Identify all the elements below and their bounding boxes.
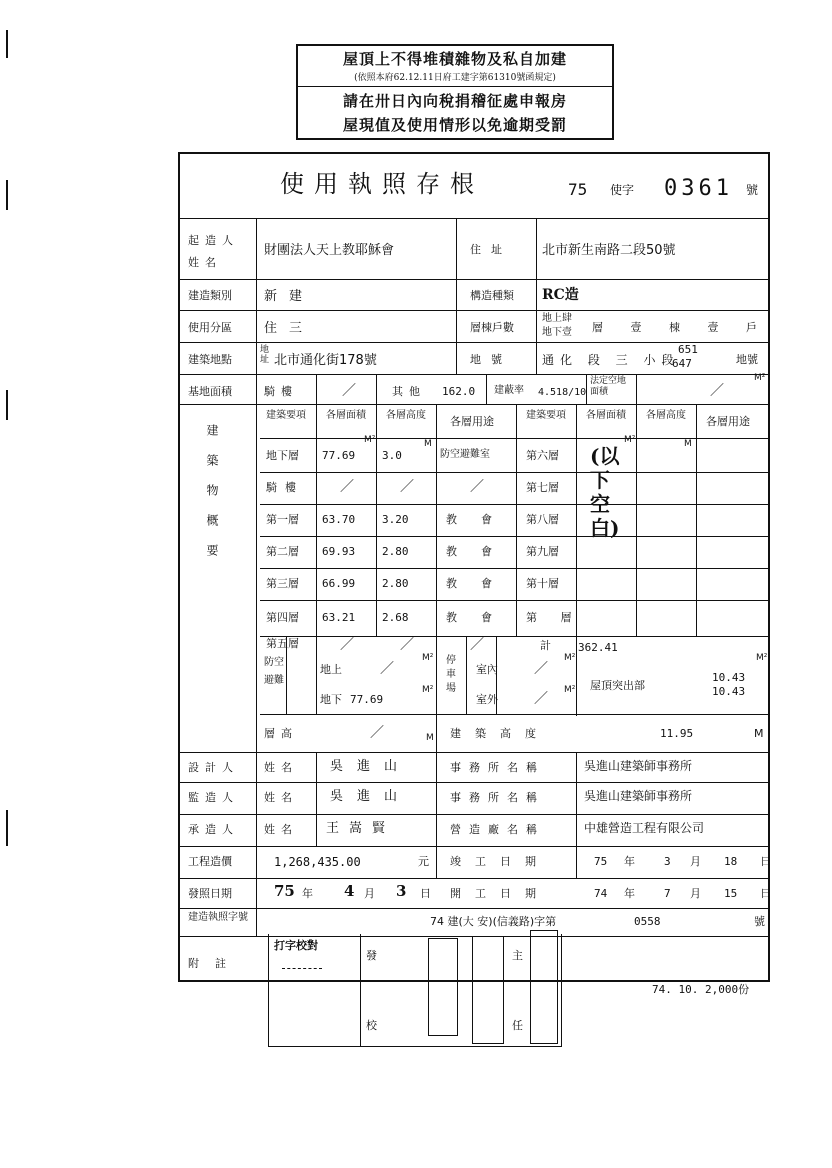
contractor-name: 王嵩賢	[326, 821, 396, 836]
notice-line-1: 屋頂上不得堆積雜物及私自加建	[342, 50, 567, 68]
year-unit: 年	[624, 855, 635, 868]
permit-no-text: 74 建(大 安)(信義路)字第	[430, 915, 557, 928]
completion-label: 竣工日期	[450, 855, 550, 868]
applicant-label: 起造人姓名	[188, 234, 239, 269]
remarks-c4: 任	[512, 1019, 523, 1032]
col-use: 各層用途	[450, 415, 494, 428]
floors-label: 層棟戶數	[470, 321, 514, 334]
site-label: 建築地點	[188, 353, 232, 366]
row-item: 第三層	[266, 577, 299, 590]
row-height: ／	[400, 637, 414, 653]
day-unit: 日	[760, 855, 771, 868]
parking-out-label: 室外	[476, 693, 498, 706]
use-zone-label: 使用分區	[188, 321, 232, 334]
unit-area: M²	[624, 435, 636, 445]
row-height: 3.20	[382, 513, 409, 526]
row-item: 第一層	[266, 513, 299, 526]
row-item-right: 第 層	[526, 611, 582, 624]
row-height: ／	[400, 479, 414, 495]
margin-mark	[6, 390, 8, 420]
issue-day: 3	[396, 882, 407, 900]
floors-text: 層 壹 棟 壹 戶	[592, 321, 769, 334]
row-item: 第二層	[266, 545, 299, 558]
row-item: 騎樓	[266, 481, 304, 494]
row-use: ／	[470, 479, 484, 495]
row-use: 教會	[446, 611, 516, 624]
lot-suffix: 地號	[736, 353, 758, 366]
blank-note: (以下空白)	[590, 444, 620, 540]
supervisor-name: 吳進山	[330, 789, 412, 804]
row-area: ／	[340, 637, 354, 653]
margin-mark	[6, 30, 8, 58]
parking-out-value: ／	[534, 691, 548, 707]
coverage-label: 建蔽率	[494, 385, 524, 396]
day-unit: 日	[760, 887, 771, 900]
build-type-label: 建造類別	[188, 289, 232, 302]
col-height-2: 各層高度	[646, 410, 686, 421]
lot-value: 通化 段 三 小段	[542, 353, 680, 367]
shelter-label: 防空避難	[264, 657, 284, 686]
lot-no-2: 647	[672, 357, 692, 370]
completion-month: 3	[664, 855, 671, 868]
unit-area: M²	[756, 653, 768, 663]
supervisor-name-label: 姓名	[264, 791, 298, 804]
issue-month: 4	[344, 882, 355, 900]
unit-len: M	[684, 439, 692, 449]
seal-stamp	[428, 938, 458, 1036]
unit-len: M	[424, 439, 432, 449]
completion-day: 18	[724, 855, 738, 868]
designer-name-label: 姓名	[264, 761, 298, 774]
col-area: 各層面積	[326, 410, 366, 421]
area-label: 基地面積	[188, 385, 232, 398]
designer-office-label: 事務所名稱	[450, 761, 545, 774]
building-height-label: 建築高度	[450, 727, 550, 740]
row-use: 教會	[446, 513, 516, 526]
designer-name: 吳進山	[330, 759, 412, 774]
unit-area: M²	[564, 653, 576, 663]
shelter-below-label: 地下	[320, 693, 342, 706]
remarks-label: 附註	[188, 957, 242, 970]
summary-label: 建築物概要	[205, 424, 219, 574]
col-item-2: 建築要項	[526, 410, 566, 421]
unit-area: M²	[422, 653, 434, 663]
start-month: 7	[664, 887, 671, 900]
contractor-firm: 中雄營造工程有限公司	[584, 821, 705, 835]
site-address: 北市通化街178號	[274, 353, 377, 368]
row-area: 69.93	[322, 545, 356, 558]
row-height: 3.0	[382, 449, 402, 462]
lot-no-1: 651	[678, 343, 698, 356]
margin-mark	[6, 810, 8, 846]
shelter-below-value: 77.69	[350, 693, 384, 706]
row-item-right: 第十層	[526, 577, 559, 590]
col-use-2: 各層用途	[706, 415, 750, 428]
use-zone-value: 住三	[264, 321, 315, 336]
permit-number: 0361	[664, 176, 733, 201]
permit-no-suffix: 號	[754, 915, 765, 928]
floor-height-value: ／	[370, 725, 384, 741]
row-area: 66.99	[322, 577, 356, 590]
floors-above: 地上肆	[542, 313, 572, 324]
row-area: 77.69	[322, 449, 356, 462]
cost-value: 1,268,435.00	[274, 855, 361, 869]
building-height-value: 11.95	[660, 727, 694, 740]
parking-in-label: 室內	[476, 663, 498, 676]
row-item-right: 第八層	[526, 513, 559, 526]
month-unit: 月	[364, 887, 375, 900]
arcade-label: 騎樓	[264, 385, 298, 398]
structure-label: 構造種類	[470, 289, 514, 302]
supervisor-label: 監造人	[188, 791, 239, 804]
build-type-value: 新建	[264, 289, 315, 304]
month-unit: 月	[690, 887, 701, 900]
form-title: 使用執照存根	[280, 170, 484, 198]
arcade-value: ／	[342, 383, 356, 399]
unit-len: M	[754, 727, 764, 740]
issue-year: 75	[274, 882, 295, 900]
unit-area: M²	[564, 685, 576, 695]
remarks-c3: 主	[512, 949, 523, 962]
unit-area: M²	[364, 435, 376, 445]
contractor-label: 承造人	[188, 823, 239, 836]
legal-open-label: 法定空地面積	[590, 376, 627, 397]
start-label: 開工日期	[450, 887, 550, 900]
completion-year: 75	[594, 855, 608, 868]
notice-line-4: 屋現值及使用情形以免逾期受罰	[342, 116, 567, 134]
supervisor-office-label: 事務所名稱	[450, 791, 545, 804]
unit-len: M	[426, 733, 434, 743]
applicant-name: 財團法人天上教耶穌會	[264, 243, 395, 258]
parking-in-value: ／	[534, 661, 548, 677]
notice-box	[296, 44, 614, 140]
coverage-value: 4.518/10	[538, 387, 587, 398]
permit-form	[178, 152, 770, 982]
month-unit: 月	[690, 855, 701, 868]
roof-label: 屋頂突出部	[590, 679, 645, 692]
row-item-right: 第七層	[526, 481, 559, 494]
unit-area: M²	[422, 685, 434, 695]
area-total: 362.41	[578, 641, 618, 654]
contractor-firm-label: 營造廠名稱	[450, 823, 545, 836]
designer-office: 吳進山建築師事務所	[584, 759, 693, 773]
row-use: ／	[470, 637, 484, 653]
permit-suffix: 號	[746, 183, 759, 197]
row-area: 63.21	[322, 611, 356, 624]
floors-below: 地下壹	[542, 327, 572, 338]
legal-open-value: ／	[710, 383, 724, 399]
seal-stamp	[530, 930, 558, 1044]
cost-label: 工程造價	[188, 855, 232, 868]
shelter-above-value: ／	[380, 661, 394, 677]
day-unit: 日	[420, 887, 431, 900]
applicant-address: 北市新生南路二段50號	[542, 243, 676, 258]
supervisor-office: 吳進山建築師事務所	[584, 789, 693, 803]
site-addr-prefix: 地址	[260, 345, 270, 365]
year-unit: 年	[302, 887, 313, 900]
remarks-c1: 發	[366, 949, 377, 962]
row-item: 第四層	[266, 611, 299, 624]
row-use: 教會	[446, 577, 516, 590]
other-value: 162.0	[442, 385, 476, 398]
lot-label: 地號	[470, 353, 512, 366]
row-use: 教會	[446, 545, 516, 558]
row-height: 2.68	[382, 611, 409, 624]
issue-label: 發照日期	[188, 887, 232, 900]
address-label: 住址	[470, 243, 512, 256]
permit-no-number: 0558	[634, 915, 661, 928]
row-area: ／	[340, 479, 354, 495]
permit-year: 75	[568, 180, 588, 199]
start-year: 74	[594, 887, 608, 900]
typing-check-label: 打字校對	[274, 939, 318, 952]
row-item: 第五層	[266, 637, 299, 650]
row-item-right: 計	[540, 639, 551, 652]
row-item: 地下層	[266, 449, 299, 462]
margin-mark	[6, 180, 8, 210]
row-height: 2.80	[382, 545, 409, 558]
cost-unit: 元	[418, 855, 429, 868]
shelter-above-label: 地上	[320, 663, 342, 676]
col-area-2: 各層面積	[586, 410, 626, 421]
row-item-right: 第六層	[526, 449, 559, 462]
print-note: 74. 10. 2,000份	[652, 983, 750, 996]
area-unit: M²	[754, 373, 766, 383]
col-item: 建築要項	[266, 410, 306, 421]
designer-label: 設計人	[188, 761, 239, 774]
structure-value: RC造	[542, 287, 579, 303]
roof-value-2: 10.43	[712, 685, 746, 698]
col-height: 各層高度	[386, 410, 426, 421]
row-use: 防空避難室	[440, 449, 490, 460]
permit-type: 使字	[610, 183, 635, 197]
permit-no-label: 建造執照字號	[188, 912, 248, 923]
row-item-right: 第九層	[526, 545, 559, 558]
row-height: 2.80	[382, 577, 409, 590]
other-label: 其他	[392, 385, 426, 398]
year-unit: 年	[624, 887, 635, 900]
start-day: 15	[724, 887, 738, 900]
roof-value-1: 10.43	[712, 671, 746, 684]
notice-line-3: 請在卅日內向稅捐稽征處申報房	[342, 92, 567, 110]
contractor-name-label: 姓名	[264, 823, 298, 836]
floor-height-label: 層高	[264, 727, 298, 740]
row-area: 63.70	[322, 513, 356, 526]
seal-stamp	[472, 936, 504, 1044]
remarks-c2: 校	[366, 1019, 377, 1032]
notice-line-2: (依照本府62.12.11日府工建字第61310號函規定)	[354, 73, 556, 83]
parking-label: 停車場	[446, 655, 456, 694]
